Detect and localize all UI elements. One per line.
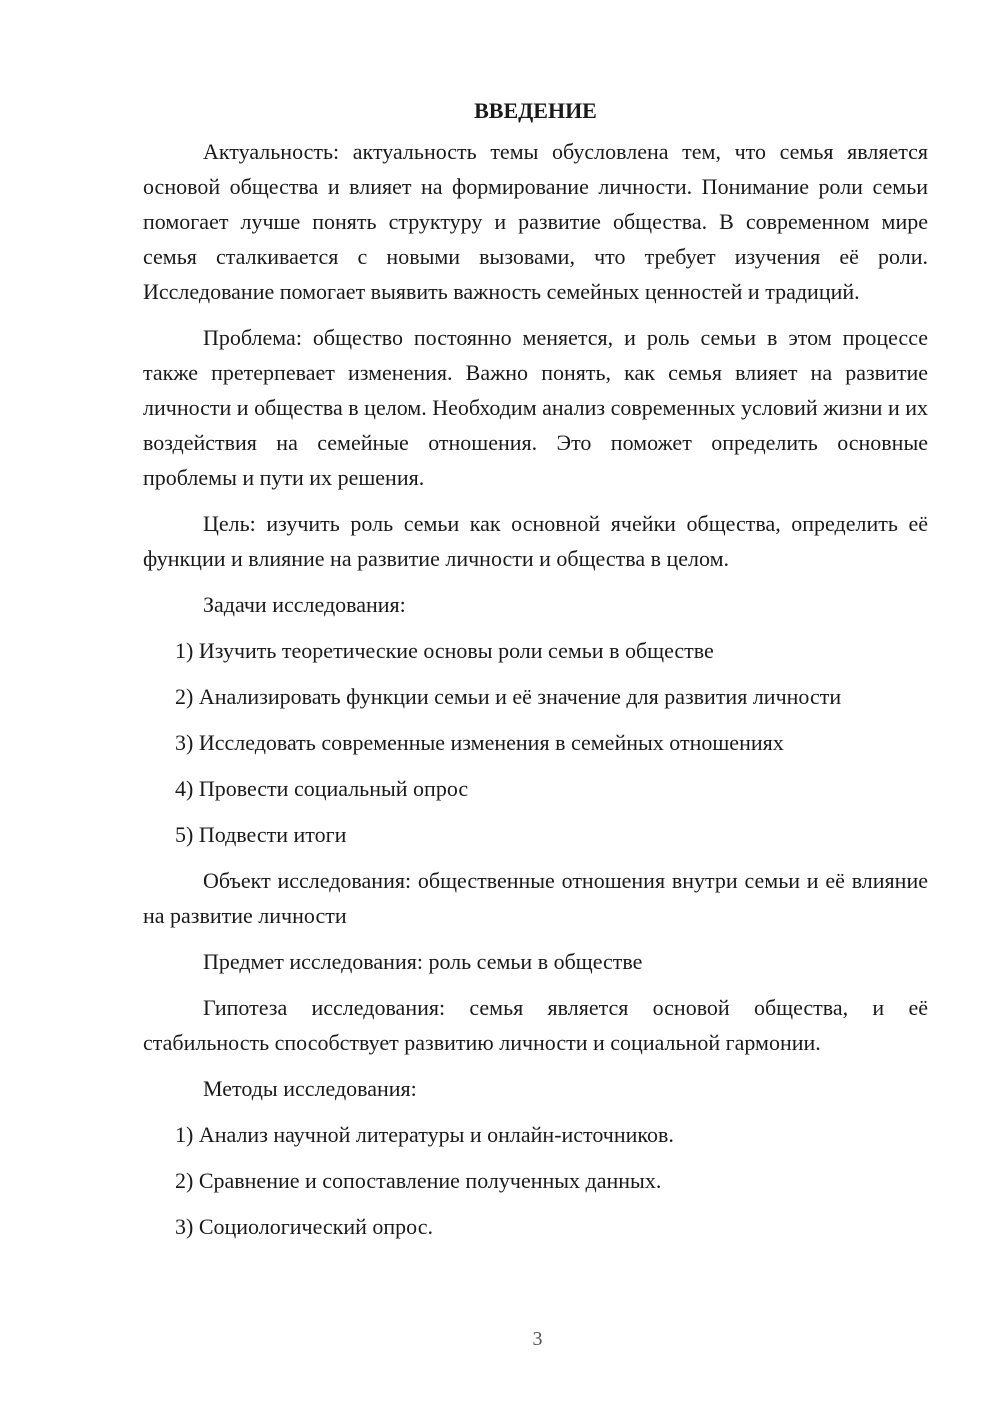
list-item: 2) Анализировать функции семьи и её значение для развития личности (175, 684, 842, 709)
list-item: 1) Изучить теоретические основы роли семьи в обществе (175, 638, 714, 663)
methods-list (143, 1117, 928, 1244)
list-item: 4) Провести социальный опрос (175, 776, 469, 801)
hypothesis-paragraph: Гипотеза исследования: семья является основой общества, и её стабильность способствует развитию личности и социальной гармонии. (143, 995, 928, 1055)
subject-paragraph: Предмет исследования: роль семьи в обществе (203, 949, 643, 974)
problem-paragraph: Проблема: общество постоянно меняется, и роль семьи в этом процессе также претерпевает изменения. Важно понять, как семья влияет на развитие личности и общества в целом. Необходим анализ современных условий жизни и их воздействия на семейные отношения. Это поможет определить основные проблемы и пути их решения. (143, 325, 928, 490)
goal-paragraph: Цель: изучить роль семьи как основной ячейки общества, определить её функции и влияние на развитие личности и общества в целом. (143, 511, 928, 571)
list-item: 5) Подвести итоги (175, 822, 347, 847)
page-title: ВВЕДЕНИЕ (474, 98, 597, 123)
tasks-list (143, 633, 928, 852)
relevance-paragraph: Актуальность: актуальность темы обусловлена тем, что семья является основой общества и влияет на формирование личности. Понимание роли семьи помогает лучше понять структуру и развитие общества. В современном мире семья сталкивается с новыми вызовами, что требует изучения её роли. Исследование помогает выявить важность семейных ценностей и традиций. (143, 139, 928, 304)
list-item: 2) Сравнение и сопоставление полученных данных. (175, 1168, 662, 1193)
list-item: 3) Социологический опрос. (175, 1214, 433, 1239)
methods-heading: Методы исследования: (203, 1076, 417, 1101)
tasks-heading: Задачи исследования: (203, 592, 406, 617)
document-page (143, 94, 928, 1255)
page-number: 3 (532, 1328, 543, 1350)
list-item: 1) Анализ научной литературы и онлайн-источников. (175, 1122, 674, 1147)
list-item: 3) Исследовать современные изменения в семейных отношениях (175, 730, 784, 755)
object-paragraph: Объект исследования: общественные отношения внутри семьи и её влияние на развитие личности (143, 868, 928, 928)
